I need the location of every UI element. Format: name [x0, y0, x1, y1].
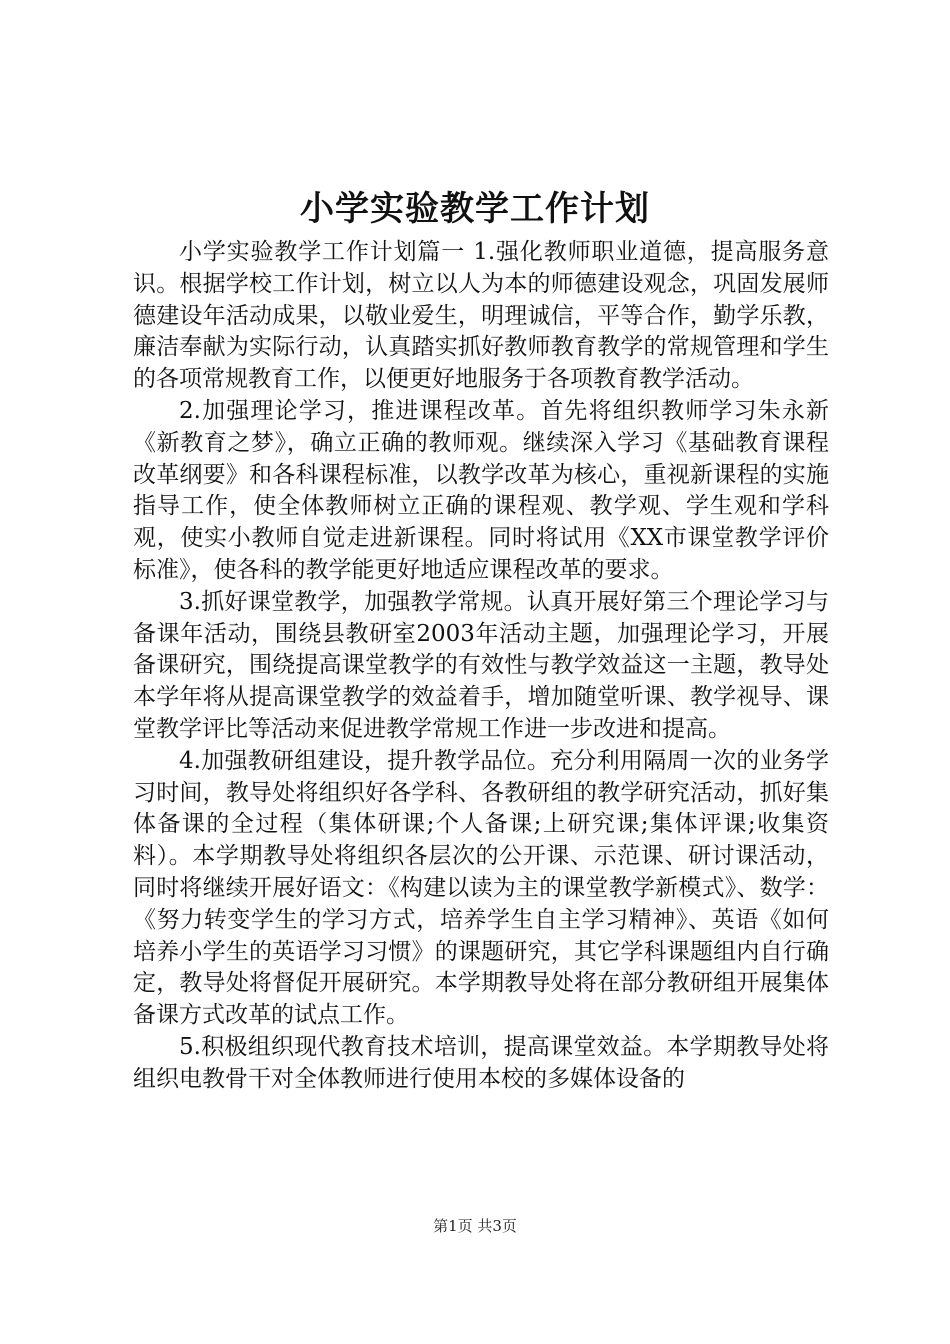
paragraph-1: 小学实验教学工作计划篇一 1.强化教师职业道德，提高服务意识。根据学校工作计划，树立以人为本的师德建设观念，巩固发展师德建设年活动成果，以敬业爱生，明理诚信，平等合作，勤学乐教，廉洁奉献为实际行动，认真踏实抓好教师教育教学的常规管理和学生的各项常规教育工作，以便更好地服务于各项教育教学活动。	[133, 239, 829, 393]
paragraph-4: 4.加强教研组建设，提升教学品位。充分利用隔周一次的业务学习时间，教导处将组织好各学科、各教研组的教学研究活动，抓好集体备课的全过程（集体研课;个人备课;上研究课;集体评课;收集资料）。本学期教导处将组织各层次的公开课、示范课、研讨课活动，同时将继续开展好语文：《构建以读为主的课堂教学新模式》、数学：《努力转变学生的学习方式，培养学生自主学习精神》、英语《如何培养小学生的英语学习习惯》的课题研究，其它学科课题组内自行确定，教导处将督促开展研究。本学期教导处将在部分教研组开展集体备课方式改革的试点工作。	[133, 747, 829, 1029]
document-title: 小学实验教学工作计划	[300, 189, 650, 229]
paragraph-2: 2.加强理论学习，推进课程改革。首先将组织教师学习朱永新《新教育之梦》，确立正确的教师观。继续深入学习《基础教育课程改革纲要》和各科课程标准，以教学改革为核心，重视新课程的实施指导工作，使全体教师树立正确的课程观、教学观、学生观和学科观，使实小教师自觉走进新课程。同时将试用《XX市课堂教学评价标准》，使各科的教学能更好地适应课程改革的要求。	[133, 397, 829, 583]
document-body	[133, 237, 829, 1096]
paragraph-3: 3.抓好课堂教学，加强教学常规。认真开展好第三个理论学习与备课年活动，围绕县教研室2003年活动主题，加强理论学习，开展备课研究，围绕提高课堂教学的有效性与教学效益这一主题，教导处本学年将从提高课堂教学的效益着手，增加随堂听课、教学视导、课堂教学评比等活动来促进教学常规工作进一步改进和提高。	[133, 588, 829, 742]
paragraph-5: 5.积极组织现代教育技术培训，提高课堂效益。本学期教导处将组织电教骨干对全体教师进行使用本校的多媒体设备的	[133, 1033, 829, 1092]
page-number-footer: 第1页 共3页	[433, 1217, 517, 1235]
